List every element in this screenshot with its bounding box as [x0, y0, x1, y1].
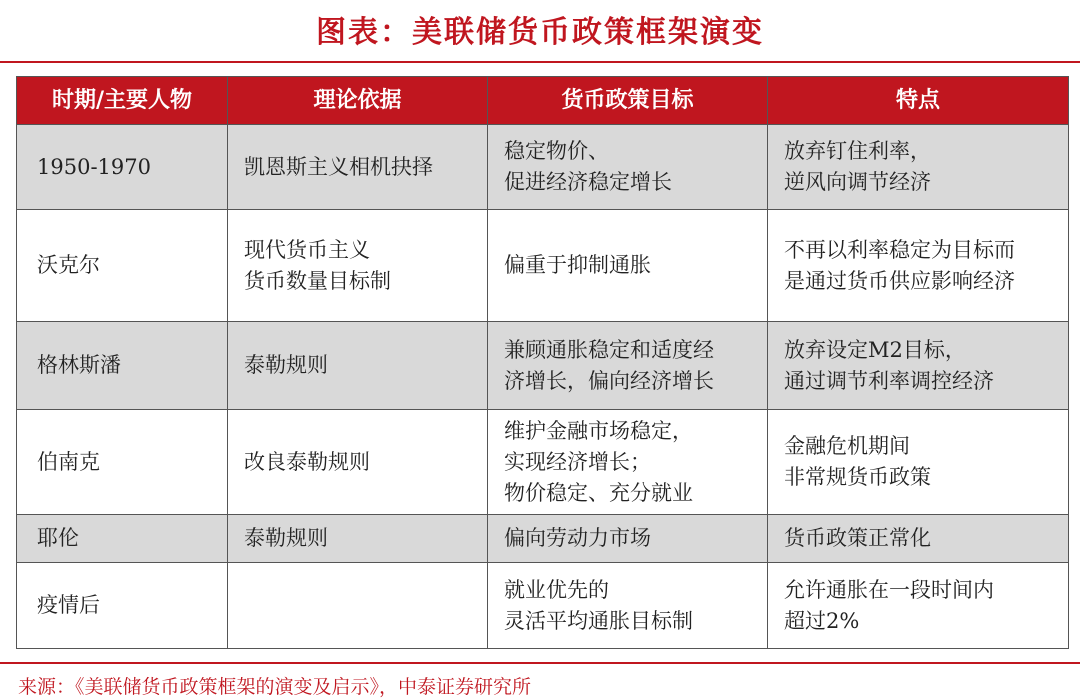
- cell-goal: 就业优先的 灵活平均通胀目标制: [488, 563, 768, 649]
- cell-feature: 允许通胀在一段时间内 超过2%: [768, 563, 1069, 649]
- cell-theory: 泰勒规则: [228, 322, 488, 410]
- cell-period: 1950-1970: [17, 125, 228, 210]
- cell-feature: 金融危机期间 非常规货币政策: [768, 410, 1069, 515]
- table-row: [17, 410, 1069, 515]
- table-row: [17, 125, 1069, 210]
- cell-period: 耶伦: [17, 515, 228, 563]
- table-row: [17, 210, 1069, 322]
- header-goal: 货币政策目标: [488, 77, 768, 125]
- cell-period: 伯南克: [17, 410, 228, 515]
- cell-goal: 偏向劳动力市场: [488, 515, 768, 563]
- policy-table: [16, 76, 1069, 649]
- header-feature: 特点: [768, 77, 1069, 125]
- header-theory: 理论依据: [228, 77, 488, 125]
- cell-goal: 偏重于抑制通胀: [488, 210, 768, 322]
- cell-period: 格林斯潘: [17, 322, 228, 410]
- page-title: 图表：美联储货币政策框架演变: [316, 15, 764, 50]
- table-header-row: [17, 77, 1069, 125]
- cell-theory: 凯恩斯主义相机抉择: [228, 125, 488, 210]
- cell-period: 疫情后: [17, 563, 228, 649]
- header-period: 时期/主要人物: [17, 77, 228, 125]
- cell-feature: 不再以利率稳定为目标而 是通过货币供应影响经济: [768, 210, 1069, 322]
- table-row: [17, 322, 1069, 410]
- cell-feature: 货币政策正常化: [768, 515, 1069, 563]
- cell-goal: 兼顾通胀稳定和适度经 济增长，偏向经济增长: [488, 322, 768, 410]
- title-divider: [0, 61, 1080, 63]
- table-row: [17, 563, 1069, 649]
- cell-goal: 维护金融市场稳定， 实现经济增长； 物价稳定、充分就业: [488, 410, 768, 515]
- cell-theory: 泰勒规则: [228, 515, 488, 563]
- source-note: 来源：《美联储货币政策框架的演变及启示》，中泰证券研究所: [0, 662, 1080, 699]
- cell-theory: 现代货币主义 货币数量目标制: [228, 210, 488, 322]
- cell-theory: [228, 563, 488, 649]
- cell-period: 沃克尔: [17, 210, 228, 322]
- table-row: [17, 515, 1069, 563]
- cell-theory: 改良泰勒规则: [228, 410, 488, 515]
- cell-feature: 放弃设定M2目标， 通过调节利率调控经济: [768, 322, 1069, 410]
- cell-goal: 稳定物价、 促进经济稳定增长: [488, 125, 768, 210]
- cell-feature: 放弃钉住利率， 逆风向调节经济: [768, 125, 1069, 210]
